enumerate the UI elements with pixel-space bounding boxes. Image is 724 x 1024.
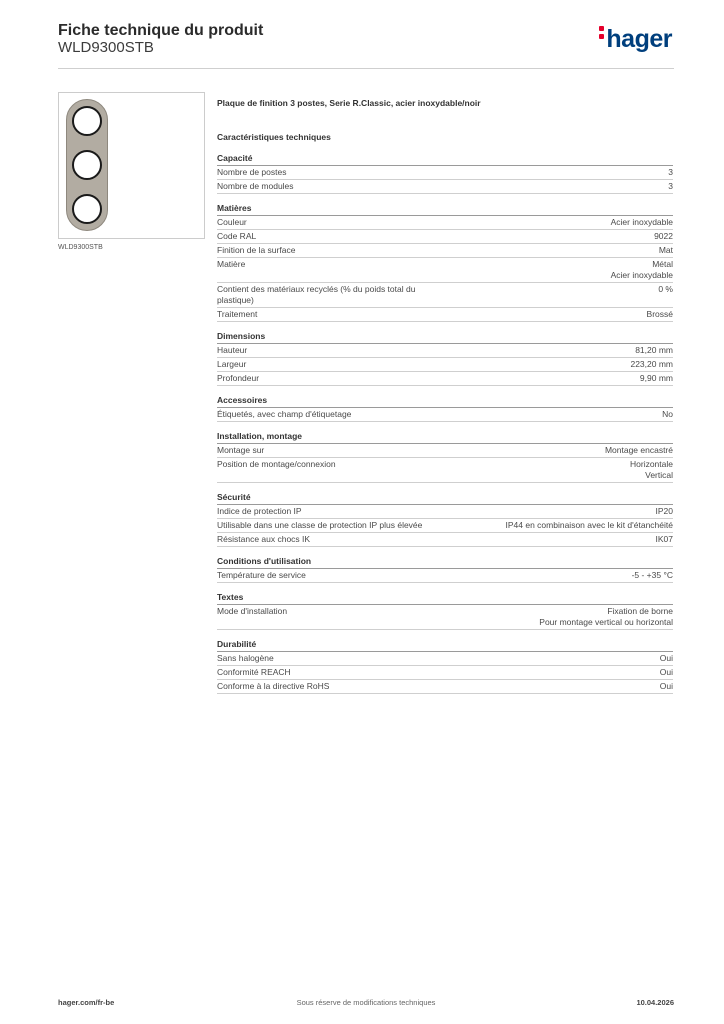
spec-section [217,430,673,483]
spec-value: 0 % [658,284,673,294]
spec-label: Code RAL [217,231,257,241]
spec-section [217,638,673,694]
footer-disclaimer: Sous réserve de modifications techniques [296,998,436,1007]
product-reference: WLD9300STB [58,39,154,56]
spec-value: IP20 [655,506,673,516]
spec-row [217,680,673,694]
spec-label: Contient des matériaux recyclés (% du poids total du plastique) [217,284,416,305]
spec-label: Indice de protection IP [217,506,302,516]
spec-value: 223,20 mm [630,359,673,369]
spec-row [217,258,673,283]
spec-section [217,591,673,630]
spec-label: Utilisable dans une classe de protection IP plus élevée [217,520,423,530]
spec-content [217,96,673,694]
spec-value: IP44 en combinaison avec le kit d'étanchéité [505,520,673,530]
spec-row [217,458,673,483]
section-title: Accessoires [217,394,673,408]
plate-opening-3 [72,194,102,224]
spec-row [217,533,673,547]
spec-label: Position de montage/connexion [217,459,336,469]
spec-value: Oui [659,667,673,677]
spec-row [217,283,673,308]
product-description: Plaque de finition 3 postes, Serie R.Classic, acier inoxydable/noir [217,98,481,108]
spec-label: Hauteur [217,345,248,355]
section-title: Sécurité [217,491,673,505]
spec-value: -5 - +35 °C [631,570,673,580]
spec-row [217,505,673,519]
spec-value: Oui [659,653,673,663]
spec-row [217,180,673,194]
spec-value: Oui [659,681,673,691]
section-title: Textes [217,591,673,605]
spec-value: Horizontale Vertical [630,459,673,480]
spec-label: Traitement [217,309,258,319]
section-title: Dimensions [217,330,673,344]
spec-value: IK07 [655,534,673,544]
spec-row [217,652,673,666]
product-image [58,92,205,239]
spec-row [217,372,673,386]
plate-opening-2 [72,150,102,180]
spec-label: Finition de la surface [217,245,296,255]
section-title: Installation, montage [217,430,673,444]
spec-row [217,358,673,372]
page-title: Fiche technique du produit [58,22,264,39]
section-title: Durabilité [217,638,673,652]
page-header [58,22,674,69]
spec-value: 3 [668,181,673,191]
spec-label: Largeur [217,359,247,369]
section-title: Conditions d'utilisation [217,555,673,569]
spec-value: 3 [668,167,673,177]
spec-section [217,152,673,194]
specs-heading: Caractéristiques techniques [217,132,331,142]
hager-logo [599,25,672,54]
spec-section [217,330,673,386]
spec-value: Fixation de borne Pour montage vertical ou horizontal [539,606,673,627]
footer-website: hager.com/fr-be [58,998,115,1007]
spec-label: Température de service [217,570,306,580]
spec-label: Montage sur [217,445,265,455]
spec-row [217,244,673,258]
spec-value: No [662,409,673,419]
spec-value: Métal Acier inoxydable [610,259,673,280]
spec-row [217,444,673,458]
product-image-caption: WLD9300STB [58,244,103,251]
spec-value: 9,90 mm [639,373,673,383]
spec-value: Montage encastré [604,445,673,455]
spec-label: Nombre de postes [217,167,287,177]
spec-label: Matière [217,259,246,269]
spec-sections [217,152,673,694]
spec-row [217,408,673,422]
spec-row [217,166,673,180]
spec-label: Conforme à la directive RoHS [217,681,330,691]
spec-value: Brossé [646,309,673,319]
logo-text: hager [606,25,672,53]
cover-plate-3-gang-icon [66,99,108,231]
spec-label: Étiquetés, avec champ d'étiquetage [217,409,352,419]
spec-row [217,230,673,244]
spec-row [217,569,673,583]
spec-row [217,519,673,533]
footer-date: 10.04.2026 [636,998,674,1007]
spec-value: Mat [658,245,673,255]
section-title: Capacité [217,152,673,166]
spec-row [217,605,673,630]
plate-opening-1 [72,106,102,136]
spec-row [217,666,673,680]
spec-section [217,555,673,583]
spec-value: 9022 [654,231,673,241]
spec-row [217,308,673,322]
spec-value: Acier inoxydable [610,217,673,227]
spec-section [217,202,673,322]
spec-label: Mode d'installation [217,606,288,616]
spec-section [217,394,673,422]
spec-label: Résistance aux chocs IK [217,534,311,544]
spec-label: Profondeur [217,373,260,383]
spec-section [217,491,673,547]
spec-row [217,344,673,358]
spec-label: Conformité REACH [217,667,291,677]
spec-label: Couleur [217,217,247,227]
spec-value: 81,20 mm [635,345,673,355]
spec-label: Sans halogène [217,653,274,663]
section-title: Matières [217,202,673,216]
logo-dots-icon [599,26,604,42]
spec-row [217,216,673,230]
spec-label: Nombre de modules [217,181,294,191]
